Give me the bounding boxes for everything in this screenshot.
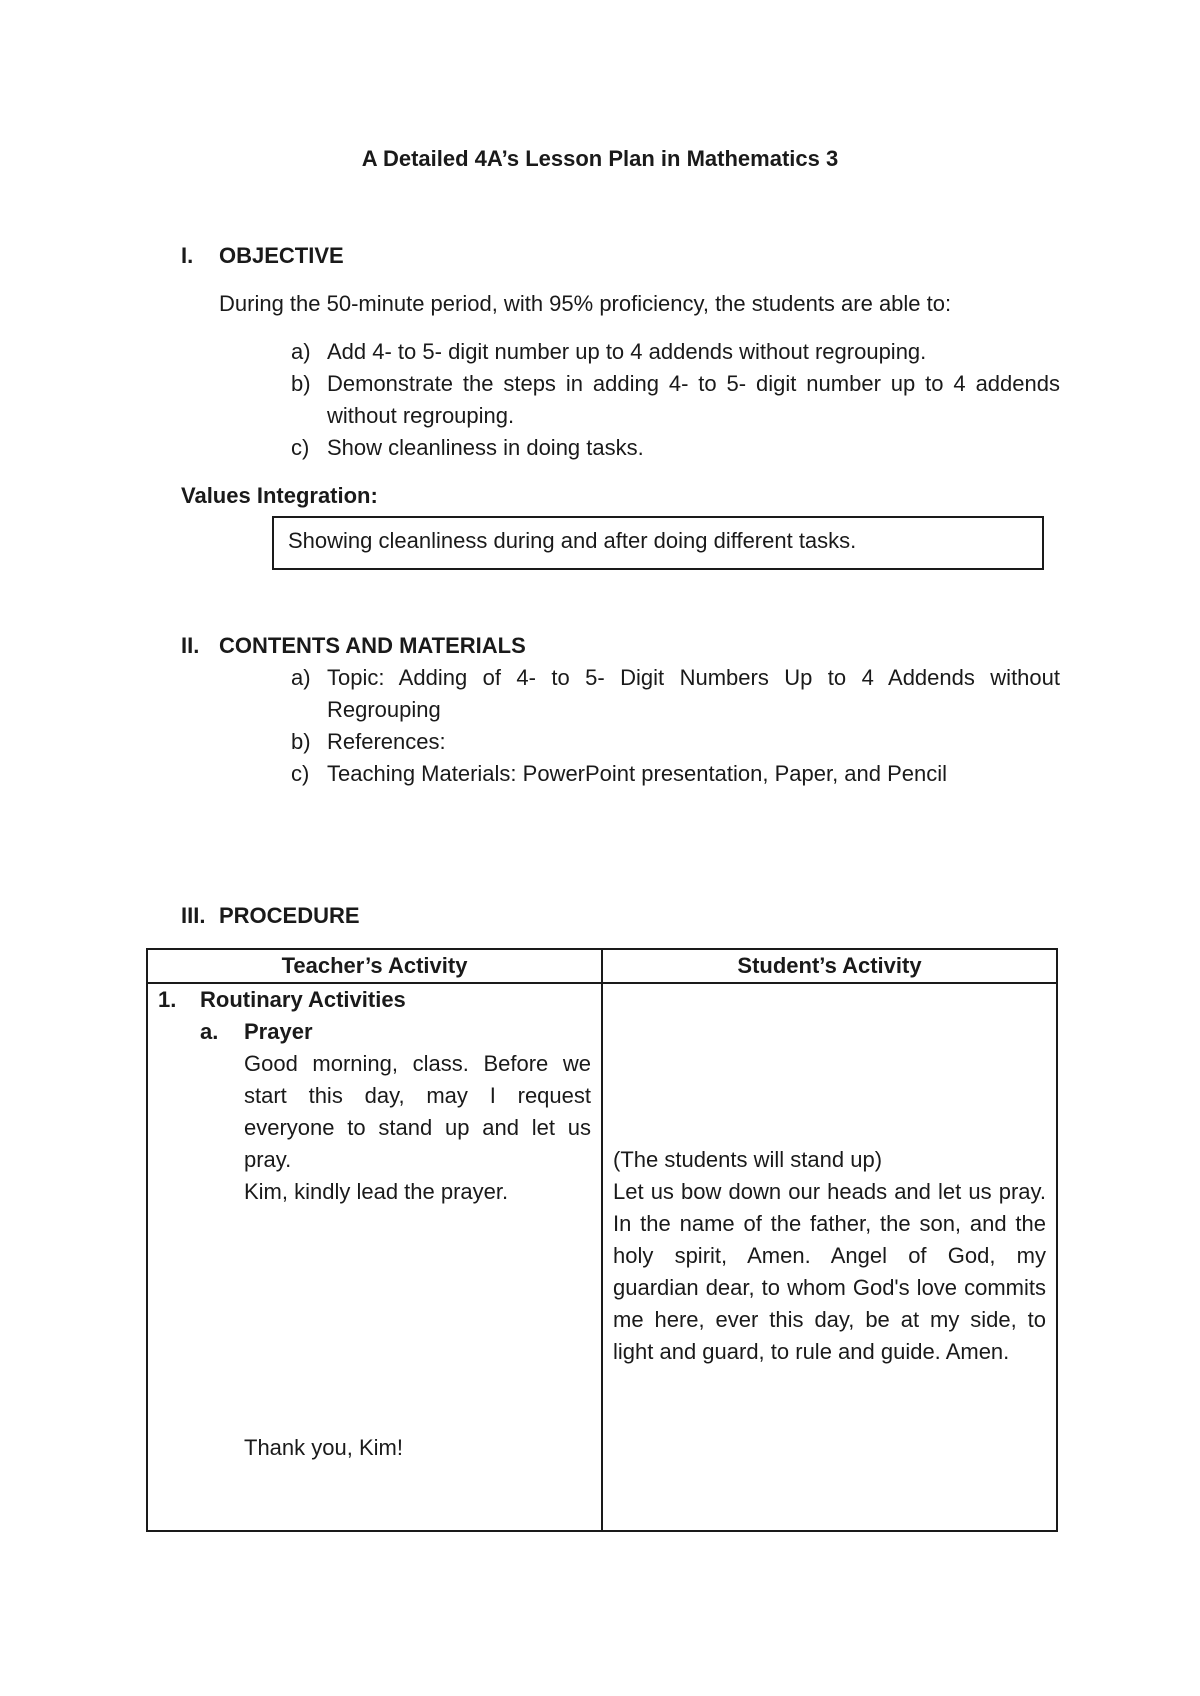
objective-item [291, 336, 1060, 368]
substep-marker: a. [200, 1019, 219, 1044]
document-title: A Detailed 4A’s Lesson Plan in Mathematics 3 [361, 146, 839, 171]
step-number: 1. [158, 987, 177, 1012]
objective-item [291, 432, 1060, 464]
objective-item-marker: b) [291, 371, 311, 396]
contents-item [291, 662, 1060, 726]
procedure-number: III. [181, 903, 206, 928]
step-title: Routinary Activities [200, 987, 406, 1012]
contents-heading [181, 630, 526, 662]
teacher-activity-cell [147, 983, 602, 1531]
objective-item-marker: c) [291, 435, 310, 460]
contents-number: II. [181, 633, 200, 658]
objective-number: I. [181, 243, 194, 268]
objective-heading-text: OBJECTIVE [219, 243, 344, 268]
values-integration-box [272, 516, 1044, 570]
contents-item-marker: b) [291, 729, 311, 754]
teacher-thanks: Thank you, Kim! [244, 1435, 403, 1460]
teacher-greeting: Good morning, class. Before we start this day, may I request everyone to stand up and let us pray. [244, 1051, 591, 1172]
contents-item [291, 726, 1060, 758]
contents-item-marker: a) [291, 665, 311, 690]
procedure-heading-text: PROCEDURE [219, 903, 360, 928]
values-integration-label: Values Integration: [181, 483, 378, 508]
contents-item [291, 758, 1060, 790]
student-stand: (The students will stand up) [613, 1147, 883, 1172]
contents-item-text: References: [327, 729, 446, 754]
procedure-heading [181, 900, 360, 932]
substep-title: Prayer [244, 1019, 313, 1044]
contents-item-text: Teaching Materials: PowerPoint presentation, Paper, and Pencil [327, 761, 948, 786]
objective-item-text: Show cleanliness in doing tasks. [327, 435, 644, 460]
student-prayer: Let us bow down our heads and let us pray. In the name of the father, the son, and the holy spirit, Amen. Angel of God, my guardian dear, to whom God's love commits me here, ever this day, be at my side, to light and guard, to rule and guide. Amen. [613, 1179, 1046, 1364]
procedure-table-row [147, 983, 1057, 1531]
student-activity-cell [602, 983, 1057, 1531]
objective-heading [181, 240, 344, 272]
contents-item-marker: c) [291, 761, 310, 786]
procedure-table-header-row [147, 949, 1057, 983]
objective-intro: During the 50-minute period, with 95% proficiency, the students are able to: [219, 291, 952, 316]
routinary-activities-heading [158, 984, 591, 1016]
contents-item-text: Topic: Adding of 4- to 5- Digit Numbers Up to 4 Addends without Regrouping [327, 665, 1060, 722]
objective-item-marker: a) [291, 339, 311, 364]
teacher-request: Kim, kindly lead the prayer. [244, 1179, 509, 1204]
objective-list [291, 336, 1060, 464]
values-integration-text: Showing cleanliness during and after doing different tasks. [288, 528, 857, 553]
contents-heading-text: CONTENTS AND MATERIALS [219, 633, 526, 658]
student-activity-header: Student’s Activity [602, 949, 1057, 983]
prayer-heading [158, 1016, 591, 1048]
procedure-table [146, 948, 1058, 1532]
contents-list [291, 662, 1060, 790]
objective-item-text: Demonstrate the steps in adding 4- to 5- digit number up to 4 addends without regrouping. [327, 371, 1060, 428]
objective-item-text: Add 4- to 5- digit number up to 4 addends without regrouping. [327, 339, 927, 364]
objective-item [291, 368, 1060, 432]
teacher-activity-header: Teacher’s Activity [147, 949, 602, 983]
